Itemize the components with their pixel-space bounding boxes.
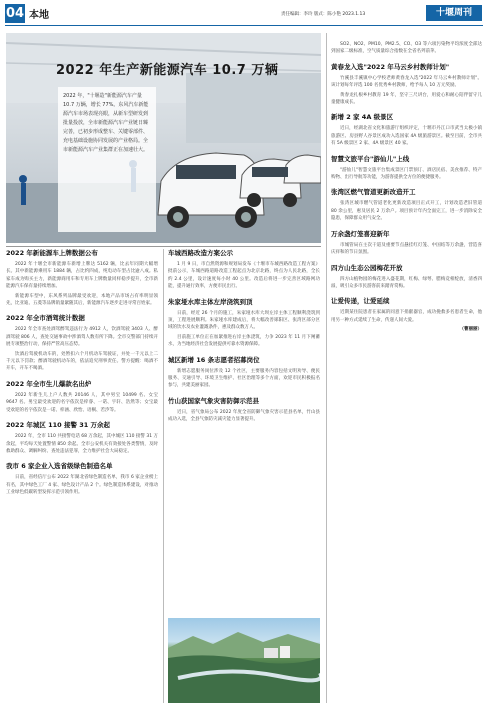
article-headline: 让爱传递，让爱延续 — [331, 297, 390, 306]
column-divider — [326, 33, 327, 703]
article-paragraph: SO2、NO2、PM10、PM2.5、CO、O3 等六项污染物平均浓度全部达到国家二级标准，空气质量综合指数在全省名列前茅。 — [331, 42, 482, 55]
article-paragraph: 市城管局在主次干道及重要节点悬挂红灯笼、中国结等万余盏，营造喜庆祥和的节日氛围。 — [331, 242, 482, 256]
article-paragraph: 日前，经近 26 个月的施工，朱家垭水库大坝左岸主体工程顺利浇筑到顶，工程进展顺利。朱家垭水库建成后，将大幅改善郧阳区、张湾区部分区域的饮水及农业灌溉条件，惠及群众数万人。 — [168, 310, 320, 331]
article-headline: 车城西路改造方案公示 — [168, 249, 233, 257]
article-paragraph: 近日，省气象局公布 2022 年度全省防御气象灾害示范县名单，竹山县成功入选，全县气象防灾减灾能力显著提升。 — [168, 409, 320, 423]
article-paragraph: 1 月 9 日，市自然资源和规划局发布《十堰市车城西路改造工程方案》批前公示，车城西路道路改造工程起点为北京北路，终点为人民北路，全长约 2.4 公里，设计速度每小时 40 公里。改造后将进一步完善区域路网功能，提升通行效率，方便市民出行。 — [168, 262, 320, 290]
article-headline: 我市 6 家企业入选省级绿色制造名单 — [6, 462, 113, 471]
article-paragraph: 新增志愿服务岗位涉及 12 个社区，主要服务内容包括文明劝导、便民服务、交通引导、环境卫生维护、社区治理等多个方面，欢迎市民积极报名参与，共建美丽家园。 — [168, 368, 320, 389]
article-headline: 黄春龙入选"2022 年马云乡村教师计划" — [331, 62, 450, 71]
article-paragraph: 饮酒后驾驶机动车的，处暂扣六个月机动车驾驶证，并处一千元以上二千元以下罚款；醉酒驾驶机动车的，依法追究刑事责任。警方提醒：喝酒不开车，开车不喝酒。 — [6, 351, 158, 372]
article-column-2 — [168, 249, 320, 426]
article-paragraph: 新能源车型中，东风系列品牌最受欢迎，本地产品市场占有率明显领先，比亚迪、五菱等品牌销量紧随其后，新能源汽车逐步走进寻常百姓家。 — [6, 293, 158, 307]
article-paragraph: 2022 年全市查处酒驾醉驾违法行为 4912 人，饮酒驾驶 3403 人、醉酒驾驶 806 人，查处交通事故中涉酒驾人数有所下降。全市交警部门持续开展专项整治行动，保持严管高压态势。 — [6, 327, 158, 348]
article-paragraph: 近期某住院患者在家属的同意下捐献器官，成功挽救多名患者生命，他用另一种方式延续了生命，传递人间大爱。 — [331, 310, 482, 323]
article-headline: 2022 年新能源车上牌数据公布 — [6, 249, 98, 257]
newspaper-logo: 十堰周刊 — [426, 5, 482, 21]
article-paragraph: 张湾区城市燃气管道老化更新改造项目正式开工，计划改造老旧管道 80 余公里，惠及居民 2 万余户。项目预计年内全面完工，进一步消除安全隐患，保障群众用气安全。 — [331, 201, 482, 222]
article-paragraph: 近日，经湖北省文化和旅游厅组织评定，十堰市丹江口市武当太极小镇旅游区、房县野人谷景区成功入选国家 4A 级旅游景区。截至目前，全市共有 5A 级景区 2 家、4A 级景区 40 家。 — [331, 126, 482, 147]
article-byline: （曹丽丽） — [459, 327, 482, 333]
article-headline: 张湾区燃气管道更新改造开工 — [331, 188, 416, 197]
article-headline: 2022 年城区 110 接警 31 万余起 — [6, 421, 111, 430]
article-column-1 — [6, 249, 158, 499]
article-headline: 2022 年全市酒驾统计数据 — [6, 314, 85, 323]
hero-caption: 2022 年，"十堰造"新能源汽车产量 10.7 万辆，增长 77%。东风汽车新能源汽车市场表现亮眼，从新车型研发到批量投放，全市新能源汽车产业链日臻完善，已初步形成整车、关键零部件、充电基础设施协同发展的产业格局。全市新能源汽车产业集群正在加速壮大。 — [58, 87, 156, 232]
article-headline: 新增 2 家 4A 级景区 — [331, 113, 394, 122]
article-paragraph: "游仙儿"智慧文旅平台集成景区门票预订、酒店民宿、美食推荐、特产购物、出行导航等功能，为游客提供全方位的便捷服务。 — [331, 167, 482, 181]
article-paragraph: 竹溪县丰溪镇中心学校老师黄春龙入选"2022 年马云乡村教师计划"。该计划每年评选 100 名优秀乡村教师，给予每人 10 万元奖励。 — [331, 75, 482, 89]
article-paragraph: 2022 年十堰全市新能源车新增上牌达 5162 辆，比去年同期大幅增长。其中新能源乘用车 1884 辆，占比约四成，纯电动车型占比逾八成。私家车成为购买主力，新能源商用车和专用车上牌数量同样稳步提升，全市新能源汽车保有量持续增加。 — [6, 262, 158, 290]
article-paragraph: 日前，省经信厅公布 2022 年湖北省绿色制造名单，我市 6 家企业榜上有名，其中绿色工厂 4 家、绿色设计产品 2 个。绿色制造体系建设，对推动工业绿色低碳转型发挥示范引领作用。 — [6, 475, 158, 496]
article-headline: 朱家垭水库主体左岸浇筑到顶 — [168, 297, 253, 306]
page-number: 04 — [5, 6, 25, 21]
mountain-landscape-illustration — [168, 618, 320, 703]
article-headline: 2022 年全市生儿爆款名出炉 — [6, 379, 92, 388]
hero-photo — [6, 33, 321, 243]
article-paragraph: 2022 年新生儿上户人数共 20146 人，其中男宝 10499 名、女宝 9647 名。男宝最受欢迎的名字依次是梓睿、一诺、宇轩、浩然等；女宝最受欢迎的名字依次是一诺、梓涵、欣怡、语桐、若汐等。 — [6, 392, 158, 413]
article-headline: 万余盏灯笼喜迎新年 — [331, 229, 390, 238]
article-paragraph: 目前施工单位正在加紧推进右岸主体浇筑，力争 2023 年 11 月下闸蓄水，为当地经济社会发展提供可靠水资源保障。 — [168, 334, 320, 348]
landscape-photo — [168, 618, 320, 703]
article-column-3 — [331, 41, 482, 334]
article-paragraph: 四方山植物园的梅花进入盛花期，红梅、绿萼、腊梅竞相绽放，清香四溢，吸引众多市民游客前来踏青赏梅。 — [331, 276, 482, 289]
article-paragraph: 黄春龙扎根乡村教育 19 年，坚守三尺讲台，用爱心和耐心陪伴留守儿童健康成长。 — [331, 92, 482, 106]
article-headline: 四方山生态公园梅花开放 — [331, 263, 403, 272]
article-paragraph: 2022 年，全市 110 共接警电话 68 万余起，其中城区 110 接警 31 万余起，平均每天处置警情 850 余起。全市公安机关有效接处各类警情，及时救助群众、调解纠纷、查处违法犯罪，全力维护社会大局稳定。 — [6, 434, 158, 454]
column-divider — [163, 249, 164, 703]
section-divider — [6, 246, 321, 247]
editor-credits: 责任编辑：李玲 版式：陈小艳 2023.1.13 — [281, 12, 366, 17]
article-headline: 竹山获国家气象灾害防御示范县 — [168, 396, 259, 405]
article-headline: 城区新增 16 条志愿者招募岗位 — [168, 355, 260, 364]
section-title: 本地 — [29, 10, 49, 21]
page-header — [0, 0, 488, 26]
header-rule — [5, 25, 483, 26]
article-headline: 智慧文旅平台"游仙儿"上线 — [331, 154, 410, 163]
hero-headline: 2022 年生产新能源汽车 10.7 万辆 — [56, 63, 279, 78]
